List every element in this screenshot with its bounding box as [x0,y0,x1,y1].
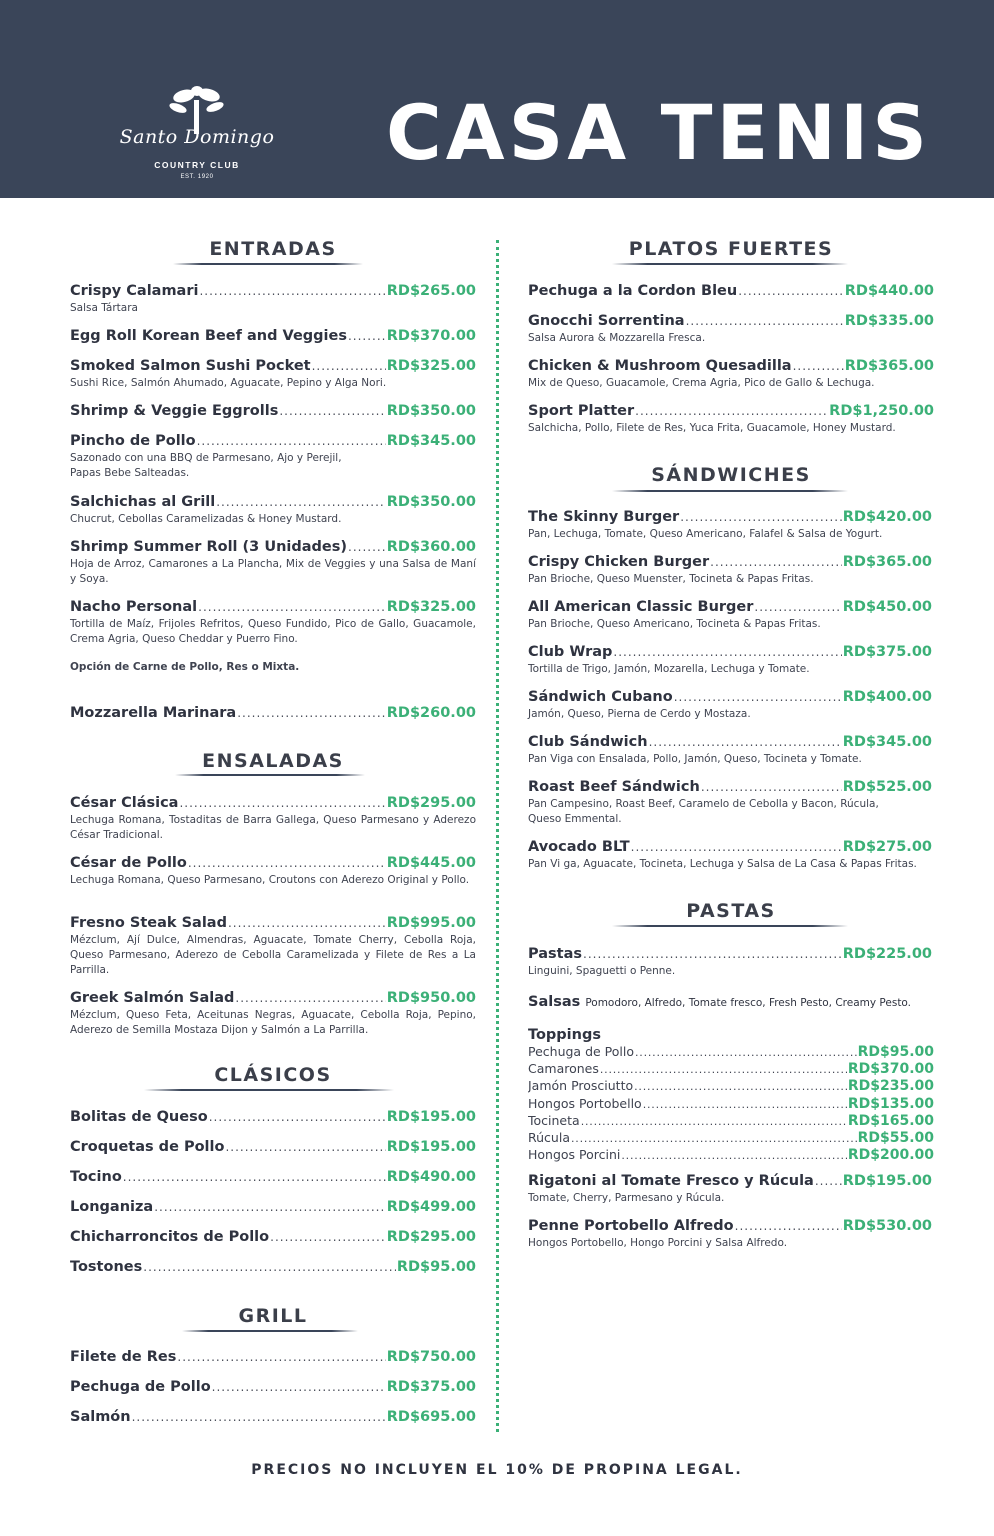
dot-leader [793,357,844,375]
dot-leader [815,1172,842,1190]
item-name: Crispy Chicken Burger [528,554,710,570]
logo-script-text: Santo Domingo [119,126,275,148]
menu-item [528,838,938,872]
dot-leader [199,282,385,300]
dot-leader [312,357,386,375]
section-underline [612,263,848,265]
dot-leader [634,1079,847,1095]
item-price: RD$750.00 [386,1349,476,1365]
topping-row [528,1130,934,1147]
dot-leader [635,402,828,420]
item-price: RD$440.00 [844,283,934,299]
item-name: Salmón [70,1409,131,1425]
item-name: Shrimp Summer Roll (3 Unidades) [70,539,348,555]
topping-name: Jamón Prosciutto [528,1078,634,1094]
item-name: Nacho Personal [70,599,198,615]
dot-leader [179,794,385,812]
item-desc: Pan Vi ga, Aguacate, Tocineta, Lechuga y Salsa de La Casa & Papas Fritas. [528,858,917,870]
dot-leader [123,1168,386,1186]
item-desc: Pan Brioche, Queso Americano, Tocineta & Papas Fritas. [528,618,821,630]
menu-item [70,493,476,527]
topping-row [528,1113,934,1130]
item-desc: Tortilla de Trigo, Jamón, Mozarella, Lechuga y Tomate. [528,663,810,675]
item-price: RD$335.00 [844,313,934,329]
topping-name: Pechuga de Pollo [528,1044,634,1059]
item-name: Rigatoni al Tomate Fresco y Rúcula [528,1173,814,1189]
section-title-sandwiches: SÁNDWICHES [651,464,811,486]
item-price: RD$295.00 [386,795,476,811]
salsas-line [528,994,938,1010]
section-underline [144,1089,394,1091]
menu-item [70,538,476,587]
item-price: RD$365.00 [842,554,932,570]
dot-leader [237,704,386,722]
item-name: Shrimp & Veggie Eggrolls [70,403,279,419]
menu-item [70,402,476,420]
item-desc: Pan Viga con Ensalada, Pollo, Jamón, Queso, Tocineta y Tomate. [528,753,862,765]
menu-item [528,688,932,722]
menu-item [70,357,476,391]
dot-leader [643,1097,847,1113]
logo-est-text: EST. 1920 [180,174,214,180]
item-price: RD$525.00 [842,779,932,795]
dot-leader [279,402,385,420]
menu-item [528,945,932,979]
item-price: RD$365.00 [844,358,934,374]
club-logo [112,80,282,190]
menu-item [528,357,934,391]
item-desc: Sazonado con una BBQ de Parmesano, Ajo y Perejil, Papas Bebe Salteadas. [70,452,342,479]
menu-item [70,854,476,888]
topping-name: Tocineta [528,1112,580,1128]
topping-price: RD$165.00 [847,1112,934,1129]
menu-item [70,1348,476,1366]
dot-leader [270,1228,386,1246]
item-price: RD$420.00 [842,509,932,525]
item-price: RD$995.00 [386,915,476,931]
item-desc: Lechuga Romana, Tostaditas de Barra Gallega, Queso Parmesano y Aderezo César Tradicional. [70,814,476,841]
section-underline [173,263,363,265]
item-desc: Tortilla de Maíz, Frijoles Refritos, Queso Fundido, Pico de Gallo, Guacamole, Crema Agria, Queso Cheddar y Puerro Fino. [70,618,476,645]
dot-leader [735,1217,842,1235]
item-price: RD$370.00 [386,328,476,344]
item-price: RD$265.00 [386,283,476,299]
section-title-pastas: PASTAS [686,900,776,922]
column-divider [496,240,499,1432]
dot-leader [613,643,841,661]
dot-leader [635,1045,857,1061]
item-desc: Lechuga Romana, Queso Parmesano, Croutons con Aderezo Original y Pollo. [70,874,470,886]
item-name: Penne Portobello Alfredo [528,1218,734,1234]
item-desc: Jamón, Queso, Pierna de Cerdo y Mostaza. [528,708,751,720]
dot-leader [132,1408,386,1426]
menu-item [70,1108,476,1126]
menu-item [70,327,476,345]
item-name: Sándwich Cubano [528,689,673,705]
item-name: Pechuga de Pollo [70,1379,211,1395]
section-underline [612,925,848,927]
item-name: Gnocchi Sorrentina [528,313,685,329]
item-name: Greek Salmón Salad [70,990,235,1006]
item-price: RD$195.00 [842,1173,932,1189]
dot-leader [621,1148,846,1164]
menu-item [528,1217,932,1251]
item-price: RD$295.00 [386,1229,476,1245]
menu-item [70,282,476,316]
item-desc: Mix de Queso, Guacamole, Crema Agria, Pico de Gallo & Lechuga. [528,377,875,389]
item-name: Longaniza [70,1199,154,1215]
section-title-clasicos: CLÁSICOS [214,1064,332,1086]
item-price: RD$400.00 [842,689,932,705]
item-name: Croquetas de Pollo [70,1139,225,1155]
item-name: Smoked Salmon Sushi Pocket [70,358,311,374]
menu-item [528,598,932,632]
menu-item [70,1228,476,1246]
logo-club-text: COUNTRY CLUB [154,160,240,170]
topping-price: RD$95.00 [857,1044,934,1060]
item-name: Pechuga a la Cordon Bleu [528,283,738,299]
item-name: Avocado BLT [528,839,630,855]
item-name: Pincho de Pollo [70,433,196,449]
topping-price: RD$200.00 [847,1147,934,1164]
item-name: Mozzarella Marinara [70,705,237,721]
menu-item [70,1408,476,1426]
item-price: RD$950.00 [386,990,476,1006]
header-banner [0,0,994,198]
dot-leader [649,733,842,751]
dot-leader [583,945,842,963]
dot-leader [143,1258,396,1276]
menu-item [528,1172,932,1206]
section-title-grill: GRILL [238,1305,308,1327]
topping-row [528,1061,934,1078]
dot-leader [154,1198,386,1216]
dot-leader [710,553,842,571]
item-name: César de Pollo [70,855,187,871]
item-name: César Clásica [70,795,179,811]
section-underline [175,774,365,776]
item-name: Club Sándwich [528,734,648,750]
dot-leader [177,1348,385,1366]
menu-item [528,553,932,587]
dot-leader [212,1378,386,1396]
dot-leader [581,1114,847,1130]
dot-leader [225,1138,385,1156]
item-price: RD$225.00 [842,946,932,962]
item-price: RD$490.00 [386,1169,476,1185]
item-price: RD$325.00 [386,599,476,615]
menu-item [528,282,934,300]
dot-leader [571,1131,857,1147]
menu-item [528,508,932,542]
section-underline [182,1330,358,1332]
menu-item [70,432,476,481]
menu-item [70,598,476,647]
menu-item [70,1168,476,1186]
dot-leader [680,508,842,526]
dot-leader [197,432,386,450]
section-title-ensaladas: ENSALADAS [202,750,344,772]
item-price: RD$530.00 [842,1218,932,1234]
section-underline [612,490,848,492]
item-name: Filete de Res [70,1349,177,1365]
topping-row [528,1078,934,1095]
item-desc: Hongos Portobello, Hongo Porcini y Salsa Alfredo. [528,1237,788,1249]
page-title: CASA TENIS [386,88,931,177]
footer-note: PRECIOS NO INCLUYEN EL 10% DE PROPINA LEGAL. [251,1462,743,1478]
topping-row [528,1096,934,1113]
dot-leader [600,1062,847,1078]
item-desc: Mézclum, Queso Feta, Aceitunas Negras, Aguacate, Cebolla Roja, Pepino, Aderezo de Semilla Mostaza Dijon y Salmón a La Parrilla. [70,1009,476,1036]
item-price: RD$350.00 [386,494,476,510]
item-price: RD$350.00 [386,403,476,419]
dot-leader [348,327,386,345]
toppings-title: Toppings [528,1027,601,1043]
topping-name: Rúcula [528,1130,570,1146]
dot-leader [686,312,844,330]
item-name: All American Classic Burger [528,599,754,615]
item-desc: Linguini, Spaguetti o Penne. [528,965,676,977]
dot-leader [754,598,841,616]
topping-price: RD$370.00 [847,1061,934,1078]
item-name: The Skinny Burger [528,509,680,525]
dot-leader [235,989,385,1007]
item-desc: Hoja de Arroz, Camarones a La Plancha, Mix de Veggies y una Salsa de Maní y Soya. [70,558,476,585]
item-price: RD$95.00 [396,1259,476,1275]
section-title-platos-fuertes: PLATOS FUERTES [628,238,834,260]
item-name: Bolitas de Queso [70,1109,208,1125]
item-desc: Salchicha, Pollo, Filete de Res, Yuca Frita, Guacamole, Honey Mustard. [528,422,896,434]
item-price: RD$360.00 [386,539,476,555]
menu-item [70,1378,476,1396]
item-desc: Pan Campesino, Roast Beef, Caramelo de Cebolla y Bacon, Rúcula, Queso Emmental. [528,798,879,825]
item-name: Sport Platter [528,403,635,419]
topping-price: RD$55.00 [857,1130,934,1147]
item-name: Egg Roll Korean Beef and Veggies [70,328,347,344]
item-name: Crispy Calamari [70,283,199,299]
item-price: RD$445.00 [386,855,476,871]
item-name: Roast Beef Sándwich [528,779,700,795]
item-name: Tostones [70,1259,143,1275]
topping-price: RD$235.00 [847,1078,934,1095]
menu-item [70,989,476,1038]
item-price: RD$1,250.00 [829,403,934,419]
dot-leader [209,1108,386,1126]
dot-leader [348,538,386,556]
dot-leader [198,598,386,616]
item-name: Pastas [528,946,582,962]
item-price: RD$195.00 [386,1139,476,1155]
toppings-list [528,1044,934,1164]
item-price: RD$450.00 [842,599,932,615]
menu-item [70,1258,476,1276]
item-price: RD$345.00 [842,734,932,750]
item-desc: Sushi Rice, Salmón Ahumado, Aguacate, Pepino y Alga Nori. [70,377,387,389]
menu-item [528,643,932,677]
item-name: Fresno Steak Salad [70,915,227,931]
topping-name: Hongos Porcini [528,1147,621,1163]
salsas-desc: Pomodoro, Alfredo, Tomate fresco, Fresh Pesto, Creamy Pesto. [585,997,912,1009]
dot-leader [631,838,842,856]
item-price: RD$275.00 [842,839,932,855]
topping-row [528,1147,934,1164]
item-price: RD$499.00 [386,1199,476,1215]
item-desc: Pan Brioche, Queso Muenster, Tocineta & Papas Fritas. [528,573,814,585]
item-desc: Salsa Aurora & Mozzarella Fresca. [528,332,706,344]
item-name: Chicken & Mushroom Quesadilla [528,358,792,374]
dot-leader [674,688,842,706]
salsas-label: Salsas [528,994,581,1010]
topping-price: RD$135.00 [847,1095,934,1112]
menu-item [528,733,932,767]
item-desc: Tomate, Cherry, Parmesano y Rúcula. [528,1192,725,1204]
item-desc: Chucrut, Cebollas Caramelizadas & Honey Mustard. [70,513,342,525]
menu-item [70,914,476,978]
menu-item [70,794,476,843]
menu-item [528,402,934,436]
dot-leader [738,282,844,300]
item-price: RD$375.00 [842,644,932,660]
topping-name: Hongos Portobello [528,1095,642,1111]
section-title-entradas: ENTRADAS [209,238,337,260]
item-desc: Mézclum, Ají Dulce, Almendras, Aguacate, Tomate Cherry, Cebolla Roja, Queso Parmesano, Aderezo de Cebolla Caramelizada y Filete de Res a La Parrilla. [70,934,476,976]
topping-row [528,1044,934,1061]
item-desc: Salsa Tártara [70,302,138,314]
menu-item [70,1198,476,1216]
menu-item [528,778,932,827]
dot-leader [216,493,386,511]
item-price: RD$375.00 [386,1379,476,1395]
menu-item [70,1138,476,1156]
topping-name: Camarones [528,1061,599,1077]
option-note: Opción de Carne de Pollo, Res o Mixta. [70,661,300,673]
item-price: RD$195.00 [386,1109,476,1125]
menu-item [528,312,934,346]
item-name: Salchichas al Grill [70,494,216,510]
item-price: RD$325.00 [386,358,476,374]
dot-leader [228,914,386,932]
dot-leader [701,778,842,796]
item-price: RD$345.00 [386,433,476,449]
menu-item [70,704,476,722]
item-name: Club Wrap [528,644,613,660]
item-name: Chicharroncitos de Pollo [70,1229,270,1245]
item-name: Tocino [70,1169,122,1185]
item-price: RD$695.00 [386,1409,476,1425]
item-desc: Pan, Lechuga, Tomate, Queso Americano, Falafel & Salsa de Yogurt. [528,528,883,540]
item-price: RD$260.00 [386,705,476,721]
dot-leader [188,854,386,872]
